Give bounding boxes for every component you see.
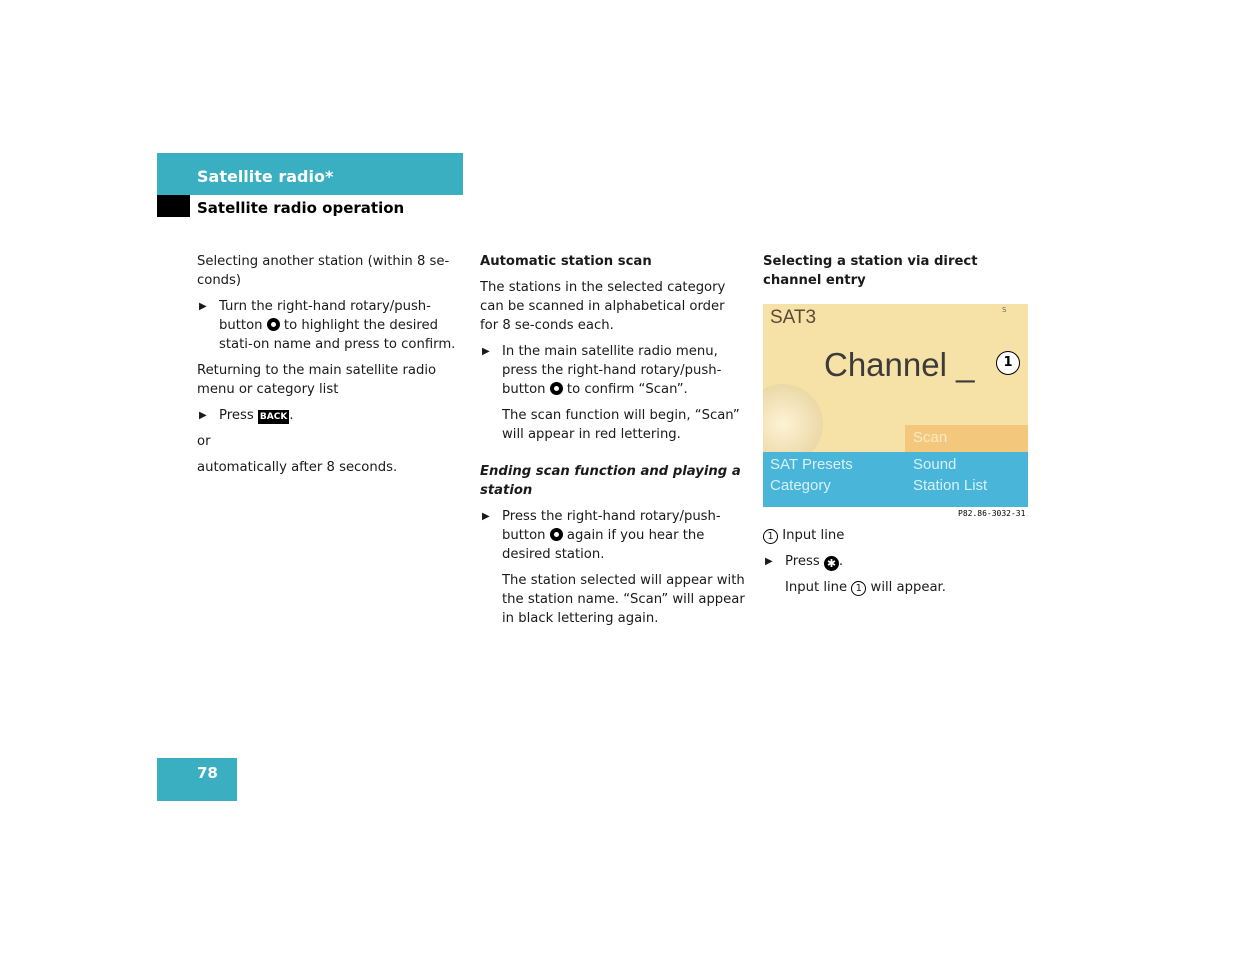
section-title: Satellite radio* xyxy=(197,167,334,186)
paragraph: The station selected will appear with the station name. “Scan” will appear in black lettering again. xyxy=(502,573,745,626)
instruction-step: ▶ In the main satellite radio menu, press the right-hand rotary/push-button to confirm “Scan”. xyxy=(482,344,722,397)
star-key-icon: ✱ xyxy=(824,556,839,571)
callout-legend: 1 Input line xyxy=(763,526,1028,545)
figure-id: P82.86-3032-31 xyxy=(958,509,1026,518)
column-3-lower xyxy=(763,526,1028,604)
page-number: 78 xyxy=(197,764,218,782)
paragraph: Selecting another station (within 8 se-conds) xyxy=(197,254,450,288)
band-label: SAT3 xyxy=(770,307,817,328)
rotary-knob-icon xyxy=(550,528,563,541)
instruction-step: ▶ Press ✱ . xyxy=(765,554,844,570)
paragraph: Input line 1 will appear. xyxy=(785,580,946,595)
callout-number-icon: 1 xyxy=(851,581,866,596)
rotary-knob-icon xyxy=(267,318,280,331)
arrow-icon: ▶ xyxy=(199,410,207,421)
subsection-marker xyxy=(157,195,190,217)
menu-category: Category xyxy=(770,477,831,494)
subsection-title: Satellite radio operation xyxy=(197,199,405,217)
instruction-step: ▶ Press the right-hand rotary/push-button again if you hear the desired station. xyxy=(482,509,721,562)
rotary-knob-icon xyxy=(550,382,563,395)
arrow-icon: ▶ xyxy=(199,301,207,312)
paragraph: Returning to the main satellite radio menu or category list xyxy=(197,363,437,397)
heading: Selecting a station via direct channel entry xyxy=(763,254,978,288)
menu-sat-presets: SAT Presets xyxy=(770,456,853,473)
scan-menu-item: Scan xyxy=(905,425,1028,452)
instruction-step: ▶ Press BACK . xyxy=(199,408,294,423)
paragraph: The scan function will begin, “Scan” will appear in red lettering. xyxy=(502,408,740,442)
menu-bar xyxy=(763,452,1028,507)
column-3 xyxy=(763,252,1028,297)
arrow-icon: ▶ xyxy=(765,556,773,567)
callout-number-icon: 1 xyxy=(763,529,778,544)
column-1 xyxy=(197,252,465,484)
arrow-icon: ▶ xyxy=(482,346,490,357)
channel-input: Channel _ xyxy=(824,346,975,383)
callout-marker: 1 xyxy=(996,351,1020,375)
display-screenshot xyxy=(763,304,1028,507)
subheading: Ending scan function and playing a station xyxy=(480,464,741,498)
arrow-icon: ▶ xyxy=(482,511,490,522)
back-key-icon: BACK xyxy=(259,412,288,422)
column-2 xyxy=(480,252,745,635)
menu-sound: Sound xyxy=(913,456,957,473)
paragraph: automatically after 8 seconds. xyxy=(197,460,398,475)
instruction-step: ▶ Turn the right-hand rotary/push-button to highlight the desired stati-on name and press to confirm. xyxy=(199,299,456,352)
menu-station-list: Station List xyxy=(913,477,988,494)
paragraph: or xyxy=(197,434,211,449)
signal-indicator: S xyxy=(1002,306,1007,314)
paragraph: The stations in the selected category can be scanned in alphabetical order for 8 se-conds each. xyxy=(480,280,726,333)
heading: Automatic station scan xyxy=(480,254,652,269)
